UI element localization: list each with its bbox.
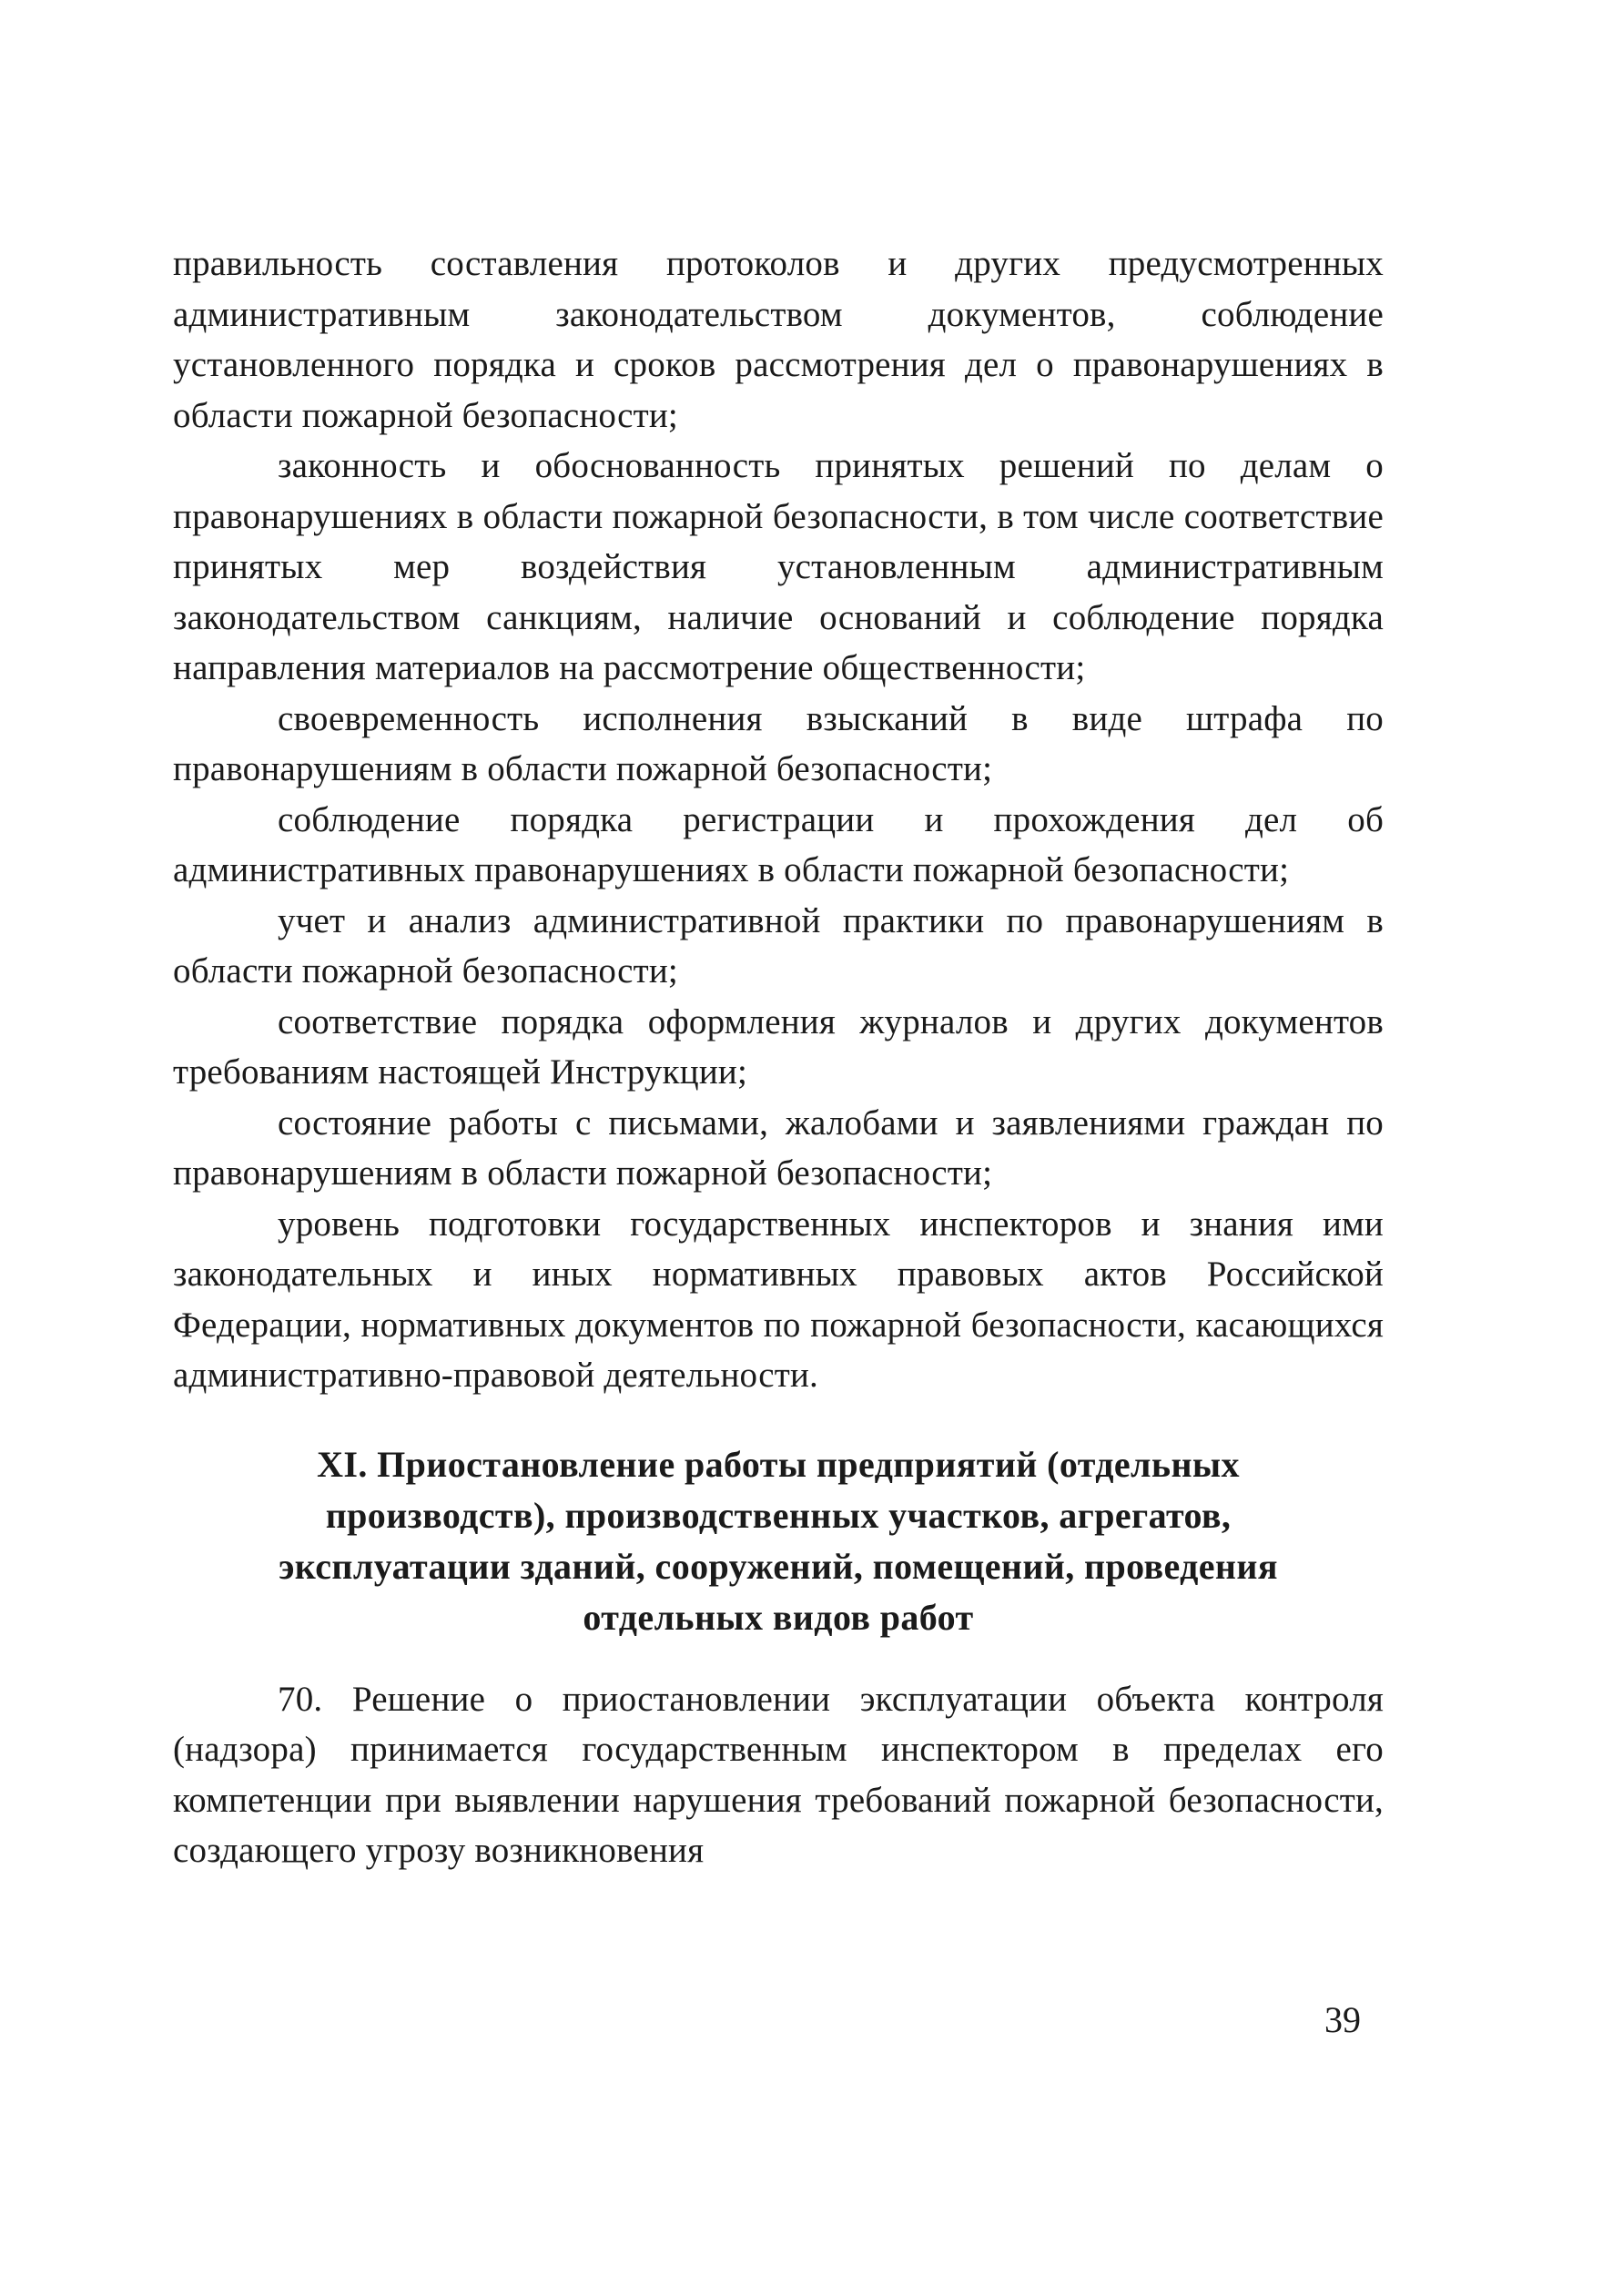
paragraph-analysis: учет и анализ административной практики по правонарушениям в области пожарной безопасности; — [173, 900, 1384, 991]
paragraph-registration: соблюдение порядка регистрации и прохождения дел об административных правонарушениях в области пожарной безопасности; — [173, 799, 1384, 889]
page-number: 39 — [1324, 1999, 1361, 2040]
paragraph-journals: соответствие порядка оформления журналов и других документов требованиям настоящей Инструкции; — [173, 1001, 1384, 1092]
document-page — [173, 239, 1384, 1876]
section-heading: XI. Приостановление работы предприятий (отдельных производств), производственных участков, агрегатов, эксплуатации зданий, сооружений, помещений, проведения отдельных видов работ — [279, 1443, 1278, 1638]
paragraph-training: уровень подготовки государственных инспекторов и знания ими законодательных и иных нормативных правовых актов Российской Федерации, нормативных документов по пожарной безопасности, касающихся административно-правовой деятельности. — [173, 1204, 1384, 1395]
paragraph-protocols: правильность составления протоколов и других предусмотренных административным законодательством документов, соблюдение установленного порядка и сроков рассмотрения дел о правонарушениях в области пожарной безопасности; — [173, 244, 1384, 435]
paragraph-letters: состояние работы с письмами, жалобами и заявлениями граждан по правонарушениям в области пожарной безопасности; — [173, 1102, 1384, 1193]
paragraph-fines: своевременность исполнения взысканий в виде штрафа по правонарушениям в области пожарной безопасности; — [173, 698, 1384, 788]
paragraph-70: 70. Решение о приостановлении эксплуатации объекта контроля (надзора) принимается государственным инспектором в пределах его компетенции при выявлении нарушения требований пожарной безопасности, создающего угрозу возникновения — [173, 1679, 1384, 1870]
paragraph-legality: законность и обоснованность принятых решений по делам о правонарушениях в области пожарной безопасности, в том числе соответствие принятых мер воздействия установленным административным законодательством санкциям, наличие оснований и соблюдение порядка направления материалов на рассмотрение общественности; — [173, 446, 1384, 687]
